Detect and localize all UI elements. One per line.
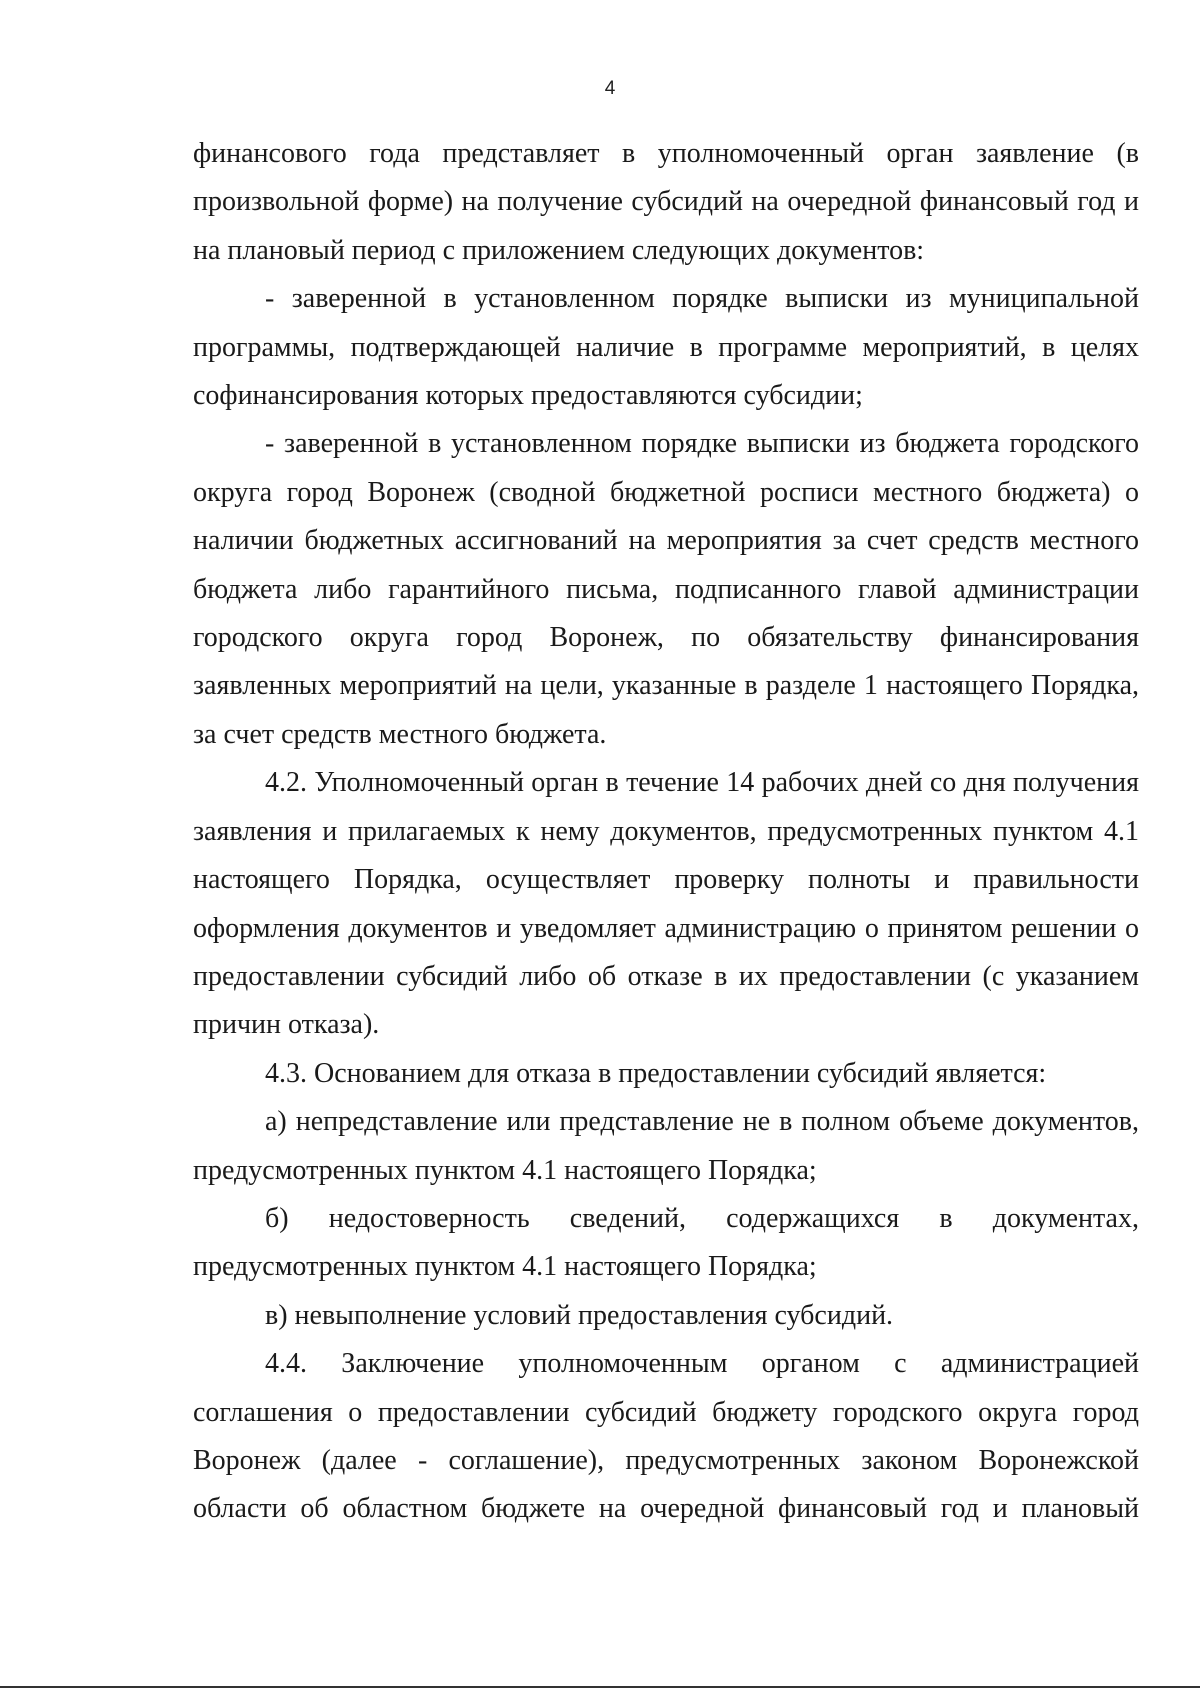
paragraph-list-item-budget-extract: - заверенной в установленном порядке выписки из бюджета городского округа город Воронеж (сводной бюджетной росписи местного бюджета) о наличии бюджетных ассигнований на мероприятия за счет средств местного бюджета либо гарантийного письма, подписанного главой администрации городского округа город Воронеж, по обязательству финансирования заявленных мероприятий на цели, указанные в разделе 1 настоящего Порядка, за счет средств местного бюджета. (193, 428, 1139, 750)
paragraph-section-4-2: 4.2. Уполномоченный орган в течение 14 рабочих дней со дня получения заявления и прилагаемых к нему документов, предусмотренных пунктом 4.1 настоящего Порядка, осуществляет проверку полноты и правильности оформления документов и уведомляет администрацию о принятом решении о предоставлении субсидий либо об отказе в их предоставлении (с указанием причин отказа). (193, 767, 1139, 1041)
document-body (193, 130, 1139, 1534)
page-number: 4 (604, 78, 616, 99)
bottom-border-line (0, 1686, 1200, 1688)
paragraph-section-4-3: 4.3. Основанием для отказа в предоставлении субсидий является: (265, 1057, 1047, 1089)
paragraph-section-4-4: 4.4. Заключение уполномоченным органом с администрацией соглашения о предоставлении субсидий бюджету городского округа город Воронеж (далее - соглашение), предусмотренных законом Воронежской области об областном бюджете на очередной финансовый год и плановый (193, 1348, 1139, 1525)
paragraph-refusal-reason-v: в) невыполнение условий предоставления субсидий. (265, 1299, 894, 1331)
paragraph-refusal-reason-a: а) непредставление или представление не в полном объеме документов, предусмотренных пунктом 4.1 настоящего Порядка; (193, 1106, 1139, 1186)
paragraph-continuation: финансового года представляет в уполномоченный орган заявление (в произвольной форме) на получение субсидий на очередной финансовый год и на плановый период с приложением следующих документов: (193, 138, 1139, 266)
paragraph-refusal-reason-b: б) недостоверность сведений, содержащихся в документах, предусмотренных пунктом 4.1 настоящего Порядка; (193, 1202, 1139, 1283)
paragraph-list-item-program-extract: - заверенной в установленном порядке выписки из муниципальной программы, подтверждающей наличие в программе мероприятий, в целях софинансирования которых предоставляются субсидии; (193, 283, 1139, 412)
